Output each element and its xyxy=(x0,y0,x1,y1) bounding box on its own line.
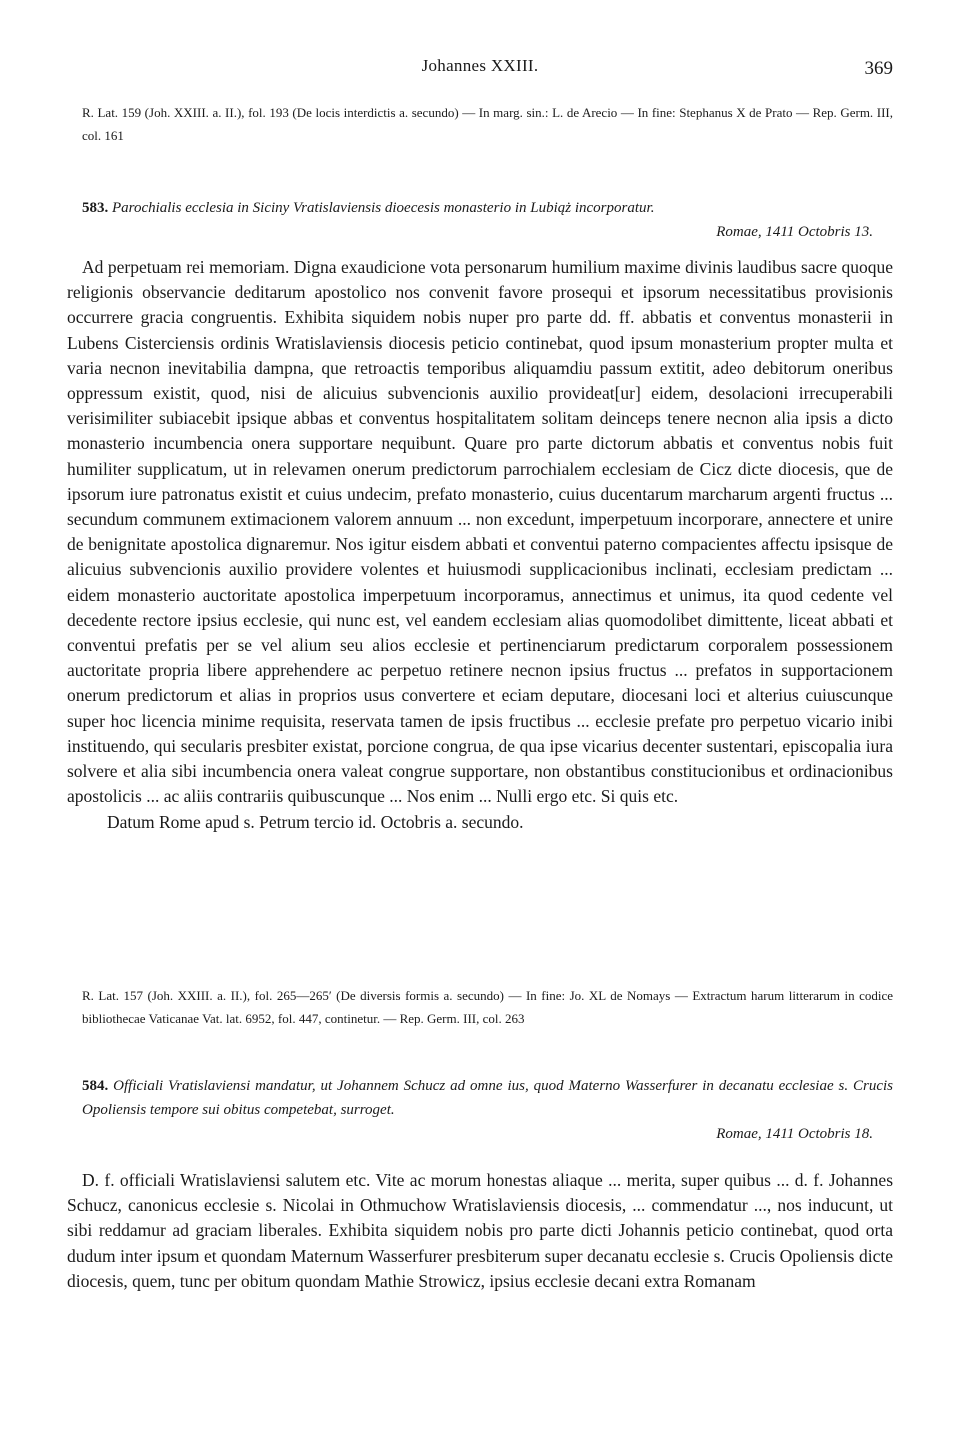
entry-583-source-note: R. Lat. 157 (Joh. XXIII. a. II.), fol. 265—265′ (De diversis formis a. secundo) — In fine: Jo. XL de Nomays — Extractum harum litterarum in codice bibliothecae Vaticanae Vat. lat. 6952, fol. 447, continetur. — Rep. Germ. III, col. 263 xyxy=(82,988,893,1026)
page-number: 369 xyxy=(864,58,893,79)
entry-584-summary-text: Officiali Vratislaviensi mandatur, ut Johannem Schucz ad omne ius, quod Materno Wasserfurer in decanatu ecclesiae s. Crucis Opoliensis tempore sui obitus competebat, surroget. xyxy=(82,1078,893,1118)
entry-584-heading xyxy=(82,1074,893,1146)
entry-584-text: D. f. officiali Wratislaviensi salutem etc. Vite ac morum honestas aliaque ... merita, super quibus ... d. f. Johannes Schucz, canonicus ecclesie s. Nicolai in Othmuchow Wratislaviensis diocesis, ... commendatur ..., nos inducunt, ut sibi reddamur ad graciam liberales. Exhibita siquidem nobis pro parte dicti Johannis peticio continebat, quod orta dudum inter ipsum et quondam Maternum Wasserfurer presbiterum super decanatu ecclesie s. Crucis Opoliensis dicte diocesis, quem, tunc per obitum quondam Mathie Strowicz, ipsius ecclesie decani extra Romanam xyxy=(67,1170,893,1291)
running-head-title: Johannes XXIII. xyxy=(421,56,539,75)
entry-583-summary-text: Parochialis ecclesia in Siciny Vratislaviensis dioecesis monasterio in Lubiąż incorporatur. xyxy=(112,200,655,216)
entry-583-number: 583. xyxy=(82,200,109,216)
source-note-top: R. Lat. 159 (Joh. XXIII. a. II.), fol. 193 (De locis interdictis a. secundo) — In marg. sin.: L. de Arecio — In fine: Stephanus X de Prato — Rep. Germ. III, col. 161 xyxy=(82,105,893,143)
entry-584-summary xyxy=(82,1074,893,1122)
entry-583-summary xyxy=(82,196,893,220)
entry-583-datum: Datum Rome apud s. Petrum tercio id. Octobris a. secundo. xyxy=(107,812,524,833)
document-page xyxy=(67,0,893,1444)
entry-583-date: Romae, 1411 Octobris 13. xyxy=(716,224,873,240)
entry-584-body xyxy=(67,1168,893,1294)
entry-583-heading xyxy=(82,196,893,244)
entry-583-body xyxy=(67,255,893,836)
entry-584-number: 584. xyxy=(82,1078,109,1094)
entry-584-date: Romae, 1411 Octobris 18. xyxy=(716,1126,873,1142)
running-head xyxy=(67,52,893,80)
entry-583-text: Ad perpetuam rei memoriam. Digna exaudicione vota personarum humilium maxime divinis laudibus sacre quoque religionis observancie deditarum apostolico nos convenit favore prosequi et ipsorum necessitatibus provisionis occurrere gracia congruentis. Exhibita siquidem nobis nuper pro parte dd. ff. abbatis et conventus monasterii in Lubens Cisterciensis ordinis Wratislaviensis diocesis peticio continebat, quod ipsum monasterium propter multa et varia necnon inevitabilia dampna, que retroactis temporibus aliquamdiu passum extitit, adeo debitorum oneribus oppressum existit, quod, nisi de alicuius subvencionis auxilio provideat[ur] eidem, desolacioni irrecuperabili verisimiliter subiacebit ipsique abbas et conventus hospitalitatem solitam deinceps tenere necnon alia ipsis a dicto monasterio incumbencia onera supportare nequibunt. Quare pro parte dictorum abbatis et conventus nobis fuit humiliter supplicatum, ut in relevamen onerum predictorum parrochialem ecclesiam de Cicz dicte diocesis, que de ipsorum iure patronatus existit et cuius undecim, prefato monasterio, cuius ducentarum marcharum argenti fructus ... secundum communem extimacionem valorem annuum ... non excedunt, imperpetuum incorporare, annectere et unire de benignitate apostolica dignaremur. Nos igitur eisdem abbati et conventui paterno compacientes affectu ipsisque de alicuius subvencionis auxilio providere volentes et huiusmodi supplicacionibus inclinati, ecclesiam predictam ... eidem monasterio auctoritate apostolica imperpetuum incorporamus, annectimus et unimus, ita quod cedente vel decedente rectore ipsius ecclesie, qui nunc est, vel eandem ecclesiam alias quomodolibet dimittente, liceat abbati et conventui prefatis per se vel alium seu alios ecclesie et pertinenciarum predictarum corporalem possessionem auctoritate propria libere apprehendere ac perpetuo retinere necnon ipsius fructus ... prefatos in supportacionem onerum predictorum et alias in proprios usus convertere et eciam deputare, diocesani loci et alterius cuiuscunque super hoc licencia minime requisita, reservata tamen de ipsis fructibus ... ecclesie prefate pro perpetuo vicario inibi instituendo, qui secularis presbiter existat, porcione congrua, de qua ipse vicarius decenter sustentari, episcopalia iura solvere et alia sibi incumbencia onera valeat congrue supportare, non obstantibus constitucionibus et ordinacionibus apostolicis ... ac aliis contrariis quibuscunque ... Nos enim ... Nulli ergo etc. Si quis etc. xyxy=(67,257,893,807)
